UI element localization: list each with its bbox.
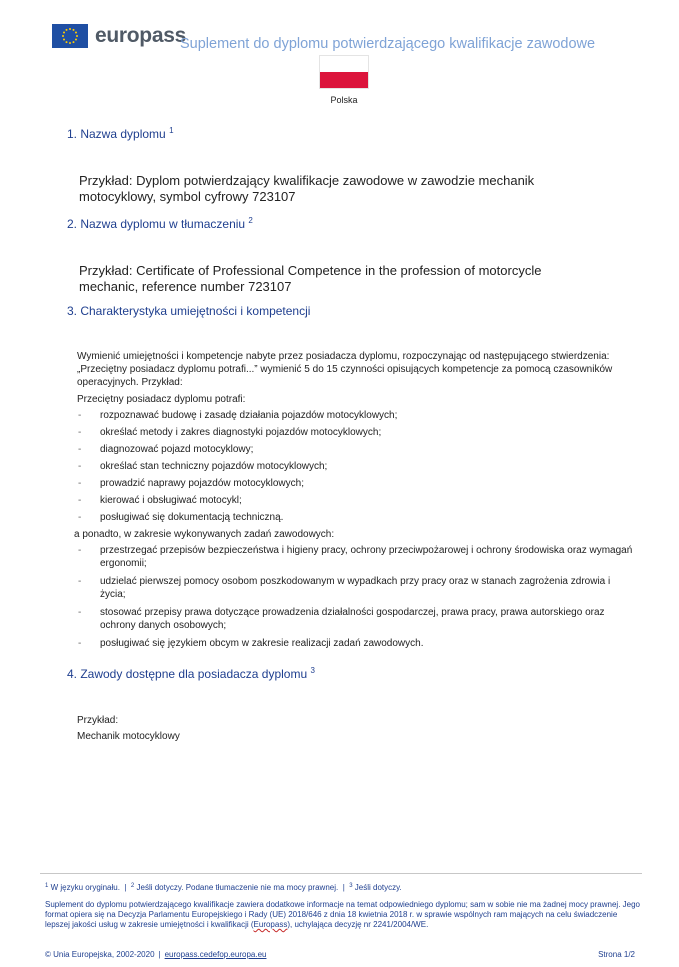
country-name: Polska xyxy=(330,95,358,105)
section-3-body xyxy=(74,350,637,655)
occupation-value: Mechanik motocyklowy xyxy=(77,731,180,742)
section-4-heading: 4. Zawody dostępne dla posiadacza dyplomu $^3$ xyxy=(67,666,315,681)
section-3-intro: Wymienić umiejętności i kompetencje nabyte przez posiadacza dyplomu, rozpoczynając od następującego stwierdzenia: „Przeciętny posiadacz dyplomu potrafi...” wymienić 5 do 15 czynności opisujących kompetencje za pomocą czasowników operacyjnych. Przykład: xyxy=(77,351,613,388)
list-item: - udzielać pierwszej pomocy osobom poszkodowanym w wypadkach przy pracy oraz w stanach zagrożenia zdrowia i życia; xyxy=(78,576,611,600)
footnotes: $^1$ W języku oryginału. | $^2$ Jeśli dotyczy. Podane tłumaczenie nie ma mocy prawnej. | $^3$ Jeśli dotyczy. xyxy=(45,883,402,892)
list-item: - kierować i obsługiwać motocykl; xyxy=(78,495,242,506)
eu-flag-icon xyxy=(52,24,88,48)
list-item: - określać metody i zakres diagnostyki pojazdów motocyklowych; xyxy=(78,427,382,438)
legal-notice: Suplement do dyplomu potwierdzającego kwalifikacje zawiera dodatkowe informacje na temat odpowiedniego dyplomu; sam w sobie nie ma żadnej mocy prawnej. Jego format opiera się na Decyzja Parlamentu Europejskiego i Rady (UE) 2018/646 z dnia 18 kwietnia 2018 r. w sprawie wspólnych ram mających na celu świadczenie lepszej jakości usług w zakresie umiejętności i kwalifikacji (Europass), uchylająca decyzję nr 2241/2004/WE. xyxy=(45,900,640,929)
list-item: - stosować przepisy prawa dotyczące prowadzenia działalności gospodarczej, prawa pracy, prawa autorskiego oraz ochrony danych osobowych; xyxy=(78,607,605,631)
section-2-example: Przykład: Certificate of Professional Competence in the profession of motorcycle mechanic, reference number 723107 xyxy=(79,263,542,294)
list-item: - rozpoznawać budowę i zasadę działania pojazdów motocyklowych; xyxy=(78,410,398,421)
footnote-ref: 1 xyxy=(169,126,174,135)
list-item: - przestrzegać przepisów bezpieczeństwa i higieny pracy, ochrony przeciwpożarowej i ochrony środowiska oraz wymagań ergonomii; xyxy=(78,545,633,569)
europass-logo: europass xyxy=(95,24,186,47)
section-1-example: Przykład: Dyplom potwierdzający kwalifikacje zawodowe w zawodzie mechanik motocyklowy, symbol cyfrowy 723107 xyxy=(79,173,535,204)
list-item: - diagnozować pojazd motocyklowy; xyxy=(78,444,254,455)
copyright: © Unia Europejska, 2002-2020 xyxy=(45,950,155,959)
footer-bar: © Unia Europejska, 2002-2020 | europass.cedefop.europa.eu Strona 1/2 xyxy=(45,950,635,959)
example-label: Przykład: xyxy=(77,715,119,726)
page-number: Strona 1/2 xyxy=(598,950,635,959)
section-2-heading: 2. Nazwa dyplomu w tłumaczeniu $^2$ xyxy=(67,216,253,231)
section-1-heading: 1. Nazwa dyplomu $^1$ xyxy=(67,126,174,141)
list-item: - posługiwać się językiem obcym w zakresie realizacji zadań zawodowych. xyxy=(78,638,424,649)
polish-flag-icon xyxy=(319,55,369,89)
section-4-body xyxy=(77,713,180,745)
list-item: - posługiwać się dokumentacją techniczną. xyxy=(78,512,284,523)
footnote-ref: 2 xyxy=(248,216,253,225)
section-3-heading: 3. Charakterystyka umiejętności i kompetencji xyxy=(67,304,311,318)
footer-divider xyxy=(40,873,642,874)
footnote-ref: 3 xyxy=(310,666,315,675)
additional-list xyxy=(77,544,637,650)
list-item: - określać stan techniczny pojazdów motocyklowych; xyxy=(78,461,328,472)
competence-list xyxy=(77,409,637,524)
document-title: Suplement do dyplomu potwierdzającego kwalifikacje zawodowe xyxy=(180,36,596,52)
list-item: - prowadzić naprawy pojazdów motocyklowych; xyxy=(78,478,304,489)
europass-link[interactable]: europass.cedefop.europa.eu xyxy=(164,950,267,959)
competence-lead: Przeciętny posiadacz dyplomu potrafi: xyxy=(77,394,246,405)
header xyxy=(52,22,652,54)
additional-lead: a ponadto, w zakresie wykonywanych zadań zawodowych: xyxy=(74,529,335,540)
